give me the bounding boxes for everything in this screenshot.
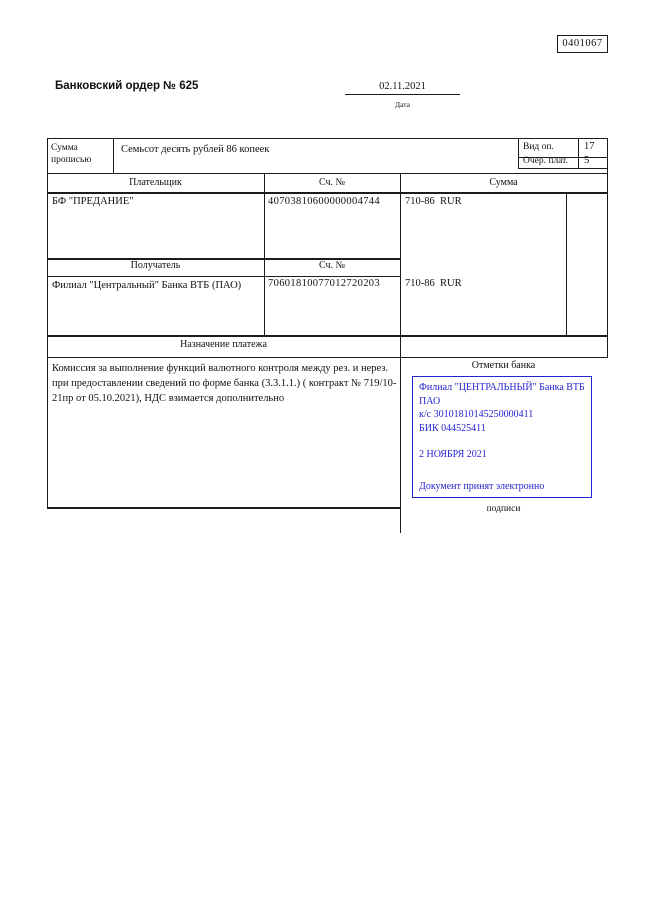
op-box-left-border [518, 138, 519, 169]
payee-amount: 710-86 RUR [405, 278, 462, 289]
stamp-corr-account: к/с 30101810145250000411 [419, 409, 534, 420]
payment-order-table [47, 138, 608, 538]
bank-marks-header: Отметки банка [471, 360, 536, 371]
payer-account-number: 40703810600000004744 [268, 196, 380, 207]
table-border-right [607, 138, 608, 358]
account-amount-divider [400, 173, 401, 533]
payer-column-header: Плательщик [129, 177, 182, 188]
purpose-header-bottom-line [47, 357, 608, 358]
stamp-bank-name: Филиал "ЦЕНТРАЛЬНЫЙ" Банка ВТБ ПАО [419, 382, 585, 407]
stamp-accepted-note: Документ принят электронно [419, 480, 545, 492]
payee-name: Филиал "Центральный" Банка ВТБ (ПАО) [52, 280, 242, 291]
payee-header-bottom-line [47, 276, 401, 277]
purpose-header: Назначение платежа [180, 339, 267, 350]
row-amount-words-bottom [47, 173, 608, 174]
payer-amount: 710-86 RUR [405, 196, 462, 207]
bank-stamp [412, 376, 592, 498]
stamp-date: 2 НОЯБРЯ 2021 [419, 449, 487, 460]
payee-account-column-header: Сч. № [318, 260, 346, 271]
payee-account-number: 70601810077012720203 [268, 278, 380, 289]
form-code-box [557, 35, 608, 53]
amount-words-label-divider [113, 138, 114, 173]
amount-words-label: Сумма прописью [51, 143, 92, 165]
payment-order-label: Очер. плат. [523, 156, 568, 166]
payee-row-bottom-line [47, 335, 608, 337]
payee-column-header: Получатель [130, 260, 181, 271]
payer-name: БФ "ПРЕДАНИЕ" [52, 196, 134, 207]
payment-order-value: 5 [584, 155, 590, 166]
op-box-value-divider [578, 138, 579, 169]
amount-words-value: Семьсот десять рублей 86 копеек [121, 144, 270, 155]
signatures-label: подписи [486, 504, 521, 514]
document-title: Банковский ордер № 625 [55, 80, 199, 92]
amount-column-header: Сумма [489, 177, 518, 188]
op-type-label: Вид оп. [523, 142, 554, 152]
date-caption: Дата [395, 100, 410, 109]
amount-side-column-divider [566, 192, 567, 335]
table-border-top [47, 138, 608, 139]
payer-account-column-header: Сч. № [318, 177, 346, 188]
purpose-text: Комиссия за выполнение функций валютного контроля между рез. и нерез. при предоставлении сведений по форме банка (3.3.1.1.) ( контракт № 719/10-21пр от 05.10.2021), НДС взимается дополнительно [52, 363, 397, 404]
op-type-value: 17 [584, 141, 595, 152]
stamp-bik: БИК 044525411 [419, 422, 486, 434]
payer-account-divider [264, 173, 265, 335]
purpose-row-bottom-line [47, 507, 401, 509]
document-date: 02.11.2021 [345, 81, 460, 95]
op-box-bottom-line [518, 168, 608, 169]
form-code: 0401067 [562, 38, 603, 49]
header-row-bottom-line [47, 192, 608, 194]
